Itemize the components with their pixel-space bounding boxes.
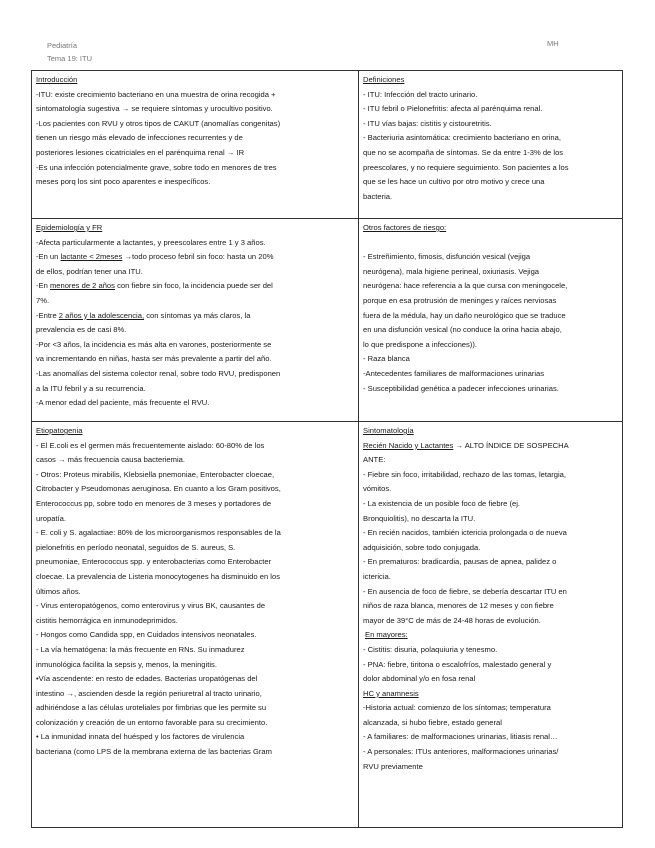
text-line: cistitis hemorrágica en inmunodeprimidos. xyxy=(36,615,178,625)
text-line: - Raza blanca xyxy=(363,354,410,364)
text-line: tienen un riesgo más elevado de infecciones recurrentes y de xyxy=(36,133,243,143)
text-line: pielonefritis en período neonatal, seguidos de S. aureus, S. xyxy=(36,542,236,552)
text-line: Recién Nacido y Lactantes → ALTO ÍNDICE DE SOSPECHA xyxy=(363,440,569,450)
text-line: neurógena: hace referencia a la que cursa con meningocele, xyxy=(363,281,568,291)
text-line: a la ITU febril y a su recurrencia. xyxy=(36,383,146,393)
text-line: Bronquiolitis), no descarta la ITU. xyxy=(363,513,476,523)
text-line: dolor abdominal y/o en fosa renal xyxy=(363,674,476,684)
text-line: - ITU vías bajas: cistitis y cistouretritis. xyxy=(363,118,492,128)
text-line: neurógena), mala higiene perineal, oxiuriasis. Vejiga xyxy=(363,266,540,276)
text-line: casos → más frecuencia causa bacteriemia. xyxy=(36,455,185,465)
text-line: -ITU: existe crecimiento bacteriano en una muestra de orina recogida + xyxy=(36,89,276,99)
text-line: que no se acompaña de síntomas. Se da entre 1-3% de los xyxy=(363,147,564,157)
text-line: bacteria. xyxy=(363,191,393,201)
text-line: sintomatología sugestiva → se requiere síntomas y urocultivo positivo. xyxy=(36,104,273,114)
text-line: - Virus enteropatógenos, como enterovirus y virus BK, causantes de xyxy=(36,601,266,611)
text-line: - E. coli y S. agalactiae: 80% de los microorganismos responsables de la xyxy=(36,528,281,538)
text-line: fuera de la médula, hay un daño neurológico que se traduce xyxy=(363,310,566,320)
text-line: - Estreñimiento, fimosis, disfunción vesical (vejiga xyxy=(363,252,531,262)
section-title: Sintomatología xyxy=(363,426,414,435)
text-line: adhiriéndose a las células uroteliales por fimbrias que les permite su xyxy=(36,703,267,713)
text-line: - A familiares: de malformaciones urinarias, litiasis renal… xyxy=(363,732,558,742)
text-line: niños de raza blanca, menores de 12 meses y con fiebre xyxy=(363,601,554,611)
subsection-title: HC y anamnesis xyxy=(363,688,419,698)
text-line: mayor de 39°C de más de 24-48 horas de evolución. xyxy=(363,615,541,625)
text-line: -En menores de 2 años con fiebre sin foco, la incidencia puede ser del xyxy=(36,281,273,291)
text-line: - Hongos como Candida spp, en Cuidados intensivos neonatales. xyxy=(36,630,257,640)
text-line: adquisición, sobre todo conjugada. xyxy=(363,542,481,552)
text-line: - Cistitis: disuria, polaquiuria y tenesmo. xyxy=(363,644,498,654)
text-line: - A personales: ITUs anteriores, malformaciones urinarias/ xyxy=(363,747,559,757)
text-line: meses porq los sint poco aparentes e inespecíficos. xyxy=(36,177,211,187)
topic-label: Tema 19: ITU xyxy=(47,54,93,63)
notes-table xyxy=(31,70,623,828)
text-line: -Es una infección potencialmente grave, sobre todo en menores de tres xyxy=(36,162,277,172)
text-line: Enterococcus pp, sobre todo en menores de 3 meses y portadores de xyxy=(36,498,272,508)
text-line: -A menor edad del paciente, más frecuente el RVU. xyxy=(36,398,210,408)
text-line: -Entre 2 años y la adolescencia, con síntomas ya más claros, la xyxy=(36,310,251,320)
text-line xyxy=(363,236,618,251)
text-line: -En un lactante < 2meses →todo proceso febril sin foco: hasta un 20% xyxy=(36,252,274,262)
text-line: - Otros: Proteus mirabilis, Klebsiella pnemoniae, Enterobacter cloecae, xyxy=(36,469,275,479)
text-line: ANTE: xyxy=(363,455,386,465)
text-line: cloecae. La prevalencia de Listeria monocytogenes ha disminuido en los xyxy=(36,571,280,581)
text-line: -Las anomalías del sistema colector renal, sobre todo RVU, predisponen xyxy=(36,368,281,378)
text-line: -Por <3 años, la incidencia es más alta en varones, posteriormente se xyxy=(36,339,272,349)
text-line: -Historia actual: comienzo de los síntomas; temperatura xyxy=(363,703,551,713)
text-line: lo que predispone a infecciones)). xyxy=(363,339,477,349)
text-line: preescolares, y no requiere seguimiento. Son pacientes a los xyxy=(363,162,569,172)
text-line: va incrementando en niñas, hasta ser más prevalente a partir del año. xyxy=(36,354,272,364)
text-line: de ellos, podrían tener una ITU. xyxy=(36,266,143,276)
text-line: inmunológica facilita la sepsis y, menos, la meningitis. xyxy=(36,659,217,669)
text-line: - ITU: Infección del tracto urinario. xyxy=(363,89,478,99)
text-line: - La vía hematógena: la más frecuente en RNs. Su inmadurez xyxy=(36,644,245,654)
text-line: porque en esa protrusión de meninges y raíces nerviosas xyxy=(363,295,557,305)
section-otros-factores xyxy=(359,219,623,422)
text-line: que se les hace un cultivo por otro motivo y crece una xyxy=(363,177,545,187)
text-line: uropatía. xyxy=(36,513,66,523)
text-line: -Antecedentes familiares de malformaciones urinarias xyxy=(363,368,545,378)
subsection-title: En mayores: xyxy=(365,630,408,640)
text-line: últimos años. xyxy=(36,586,81,596)
text-line: prevalencia es de casi 8%. xyxy=(36,325,127,335)
text-line: intestino →, ascienden desde la región periuretral al tracto urinario, xyxy=(36,688,262,698)
text-line: bacteriana (como LPS de la membrana externa de las bacterias Gram xyxy=(36,747,272,757)
text-line: •Vía ascendente: en resto de edades. Bacterias uropatógenas del xyxy=(36,674,258,684)
section-title: Otros factores de riesgo: xyxy=(363,223,447,232)
text-line: - En ausencia de foco de fiebre, se debería descartar ITU en xyxy=(363,586,567,596)
subject-label: Pediatría xyxy=(47,41,78,50)
text-line: alcanzada, si hubo fiebre, estado general xyxy=(363,717,502,727)
text-line: posteriores lesiones cicatriciales en el parénquima renal → IR xyxy=(36,147,245,157)
section-sintomatologia xyxy=(359,422,623,828)
text-line: Citrobacter y Pseudomonas aeruginosa. En cuanto a los Gram positivos, xyxy=(36,484,281,494)
text-line: - La existencia de un posible foco de fiebre (ej. xyxy=(363,498,521,508)
text-line: - Bacteriuria asintomática: crecimiento bacteriano en orina, xyxy=(363,133,561,143)
section-title: Definiciones xyxy=(363,75,405,84)
text-line: - En recién nacidos, también ictericia prolongada o de nueva xyxy=(363,528,567,538)
text-line: - ITU febril o Pielonefritis: afecta al parénquima renal. xyxy=(363,104,543,114)
text-line: - Susceptibilidad genética a padecer infecciones urinarias. xyxy=(363,383,559,393)
text-line: • La inmunidad innata del huésped y los factores de virulencia xyxy=(36,732,245,742)
text-line: -Los pacientes con RVU y otros tipos de CAKUT (anomalías congenitas) xyxy=(36,118,281,128)
text-line: pneumoniae, Enterococcus spp. y enterobacterias como Enterobacter xyxy=(36,557,272,567)
text-line: 7%. xyxy=(36,295,50,305)
section-introduccion xyxy=(32,71,359,219)
text-line: vómitos. xyxy=(363,484,392,494)
text-line: - PNA: fiebre, tiritona o escalofríos, malestado general y xyxy=(363,659,552,669)
text-line: -Afecta particularmente a lactantes, y preescolares entre 1 y 3 años. xyxy=(36,237,266,247)
text-line: en una disfunción vesical (no conduce la orina hacia abajo, xyxy=(363,325,562,335)
section-title: Epidemiología y FR xyxy=(36,223,103,232)
document-header xyxy=(47,39,92,65)
text-line: - En prematuros: bradicardia, pausas de apnea, palidez o xyxy=(363,557,557,567)
section-etiopatogenia xyxy=(32,422,359,828)
text-line: - El E.coli es el germen más frecuentemente aislado: 60-80% de los xyxy=(36,440,265,450)
section-epidemiologia xyxy=(32,219,359,422)
section-title: Etiopatogenia xyxy=(36,426,83,435)
text-line: ictericia. xyxy=(363,571,391,581)
text-line: - Fiebre sin foco, irritabilidad, rechazo de las tomas, letargia, xyxy=(363,469,567,479)
text-line: RVU previamente xyxy=(363,761,423,771)
section-definiciones xyxy=(359,71,623,219)
section-title: Introducción xyxy=(36,75,78,84)
text-line: colonización y creación de un entorno favorable para su crecimiento. xyxy=(36,717,268,727)
author-initials: MH xyxy=(547,39,559,48)
